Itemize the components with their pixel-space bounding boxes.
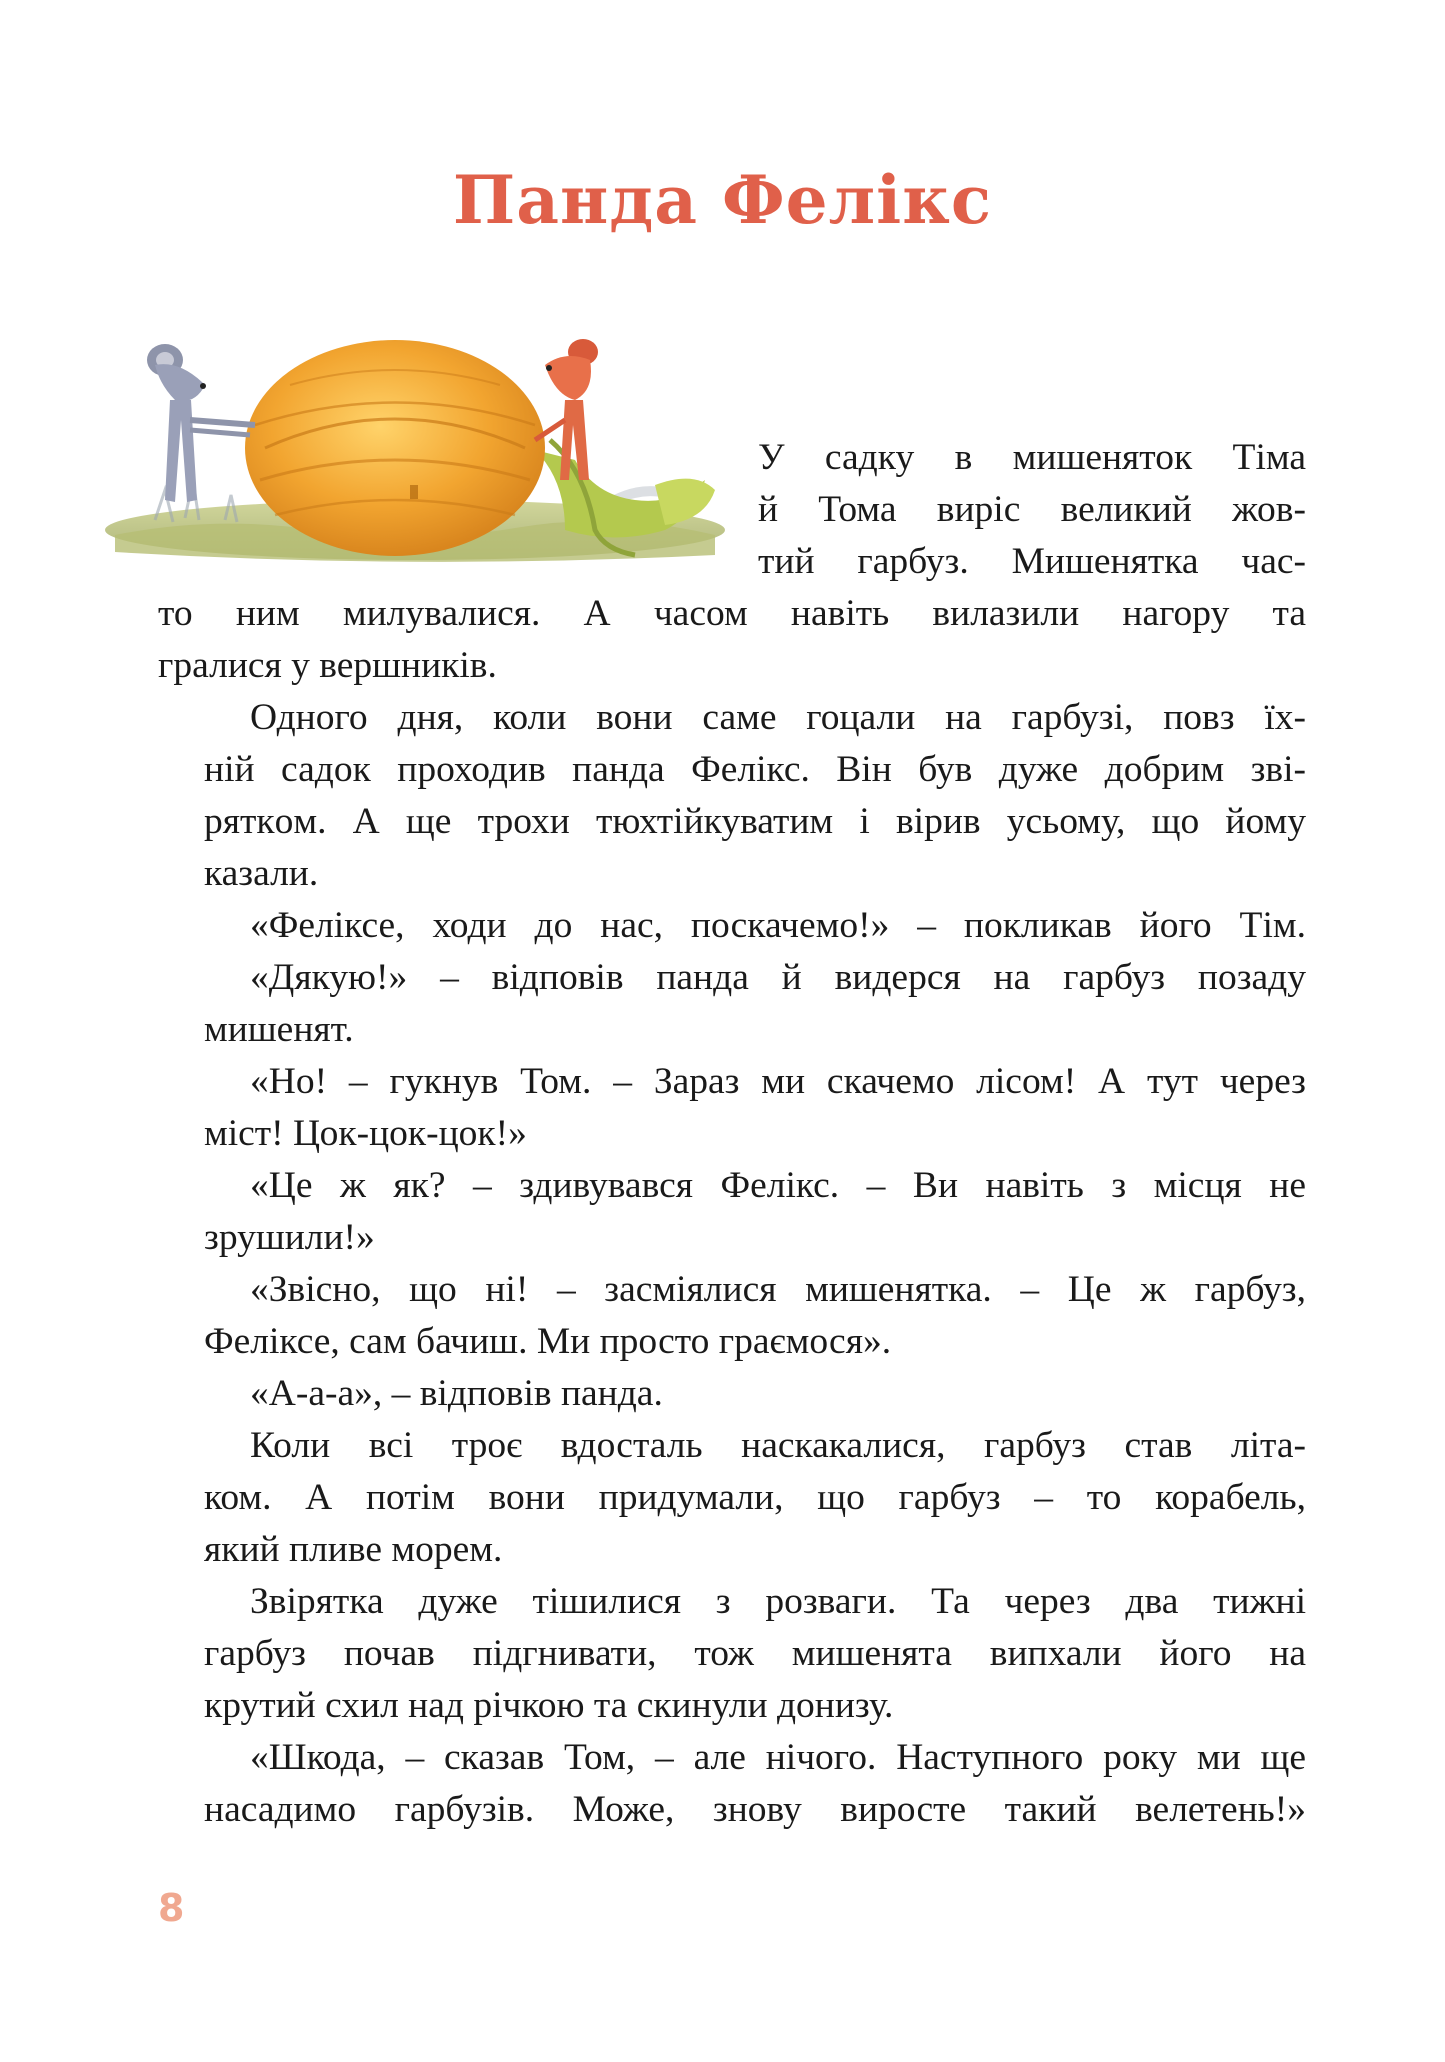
- text-line: ком. А потім вони придумали, що гарбуз – то корабель,: [204, 1477, 1306, 1518]
- text-line: Одного дня, коли вони саме гоцали на гарбузі, повз їх-: [250, 697, 1306, 738]
- text-line: Коли всі троє вдосталь наскакалися, гарбуз став літа-: [250, 1425, 1306, 1466]
- text-line: то ним милувалися. А часом навіть вилазили нагору та: [158, 593, 1306, 634]
- text-line: гарбуз почав підгнивати, тож мишенята випхали його на: [204, 1633, 1306, 1674]
- text-line: гралися у вершників.: [158, 645, 497, 686]
- story-text: [158, 432, 1306, 1836]
- page-title: Панда Фелікс: [452, 161, 993, 239]
- text-line: ряткoм. А ще трохи тюхтійкуватим і вірив усьому, що йому: [204, 801, 1306, 842]
- text-line: ній садок проходив панда Фелікс. Він був дуже добрим зві-: [204, 749, 1306, 790]
- text-line: «Дякую!» – відповів панда й видерся на гарбуз позаду: [250, 957, 1306, 998]
- text-line: насадимо гарбузів. Може, знову виросте такий велетень!»: [204, 1789, 1306, 1830]
- text-line: який пливе морем.: [204, 1529, 503, 1570]
- text-line: «Но! – гукнув Том. – Зараз ми скачемо лісом! А тут через: [250, 1061, 1306, 1102]
- text-line: «Звісно, що ні! – засміялися мишенятка. – Це ж гарбуз,: [250, 1269, 1306, 1310]
- story-paragraph: [158, 1160, 1306, 1264]
- text-line: «Це ж як? – здивувався Фелікс. – Ви навіть з місця не: [250, 1165, 1306, 1206]
- text-line: «А-а-а», – відповів панда.: [250, 1373, 663, 1414]
- text-line: мишенят.: [204, 1009, 354, 1050]
- text-line: казали.: [204, 853, 319, 894]
- story-paragraph: [158, 1732, 1306, 1836]
- story-paragraph: [158, 1420, 1306, 1576]
- story-paragraph: [158, 1576, 1306, 1732]
- story-paragraph: [158, 692, 1306, 900]
- text-line: Феліксе, сам бачиш. Ми просто граємося».: [204, 1321, 892, 1362]
- text-line: крутий схил над річкою та скинули донизу.: [204, 1685, 894, 1726]
- story-paragraph: [158, 1264, 1306, 1368]
- story-paragraph: [158, 1368, 1306, 1420]
- text-line: «Феліксе, ходи до нас, поскачемо!» – покликав його Тім.: [250, 905, 1306, 946]
- story-paragraph: [158, 952, 1306, 1056]
- page-number: 8: [158, 1886, 185, 1930]
- text-line: й Тома виріс великий жов-: [758, 489, 1306, 530]
- text-line: зрушили!»: [204, 1217, 375, 1258]
- image-float-spacer: [158, 432, 758, 588]
- text-line: «Шкода, – сказав Том, – але нічого. Наступного року ми ще: [250, 1737, 1306, 1778]
- story-paragraph: [158, 900, 1306, 952]
- text-line: міст! Цок-цок-цок!»: [204, 1113, 527, 1154]
- text-line: Звірятка дуже тішилися з розваги. Та через два тижні: [250, 1581, 1306, 1622]
- text-line: тий гарбуз. Мишенятка час-: [758, 541, 1306, 582]
- text-line: У садку в мишеняток Тіма: [758, 437, 1306, 478]
- story-paragraph: [158, 1056, 1306, 1160]
